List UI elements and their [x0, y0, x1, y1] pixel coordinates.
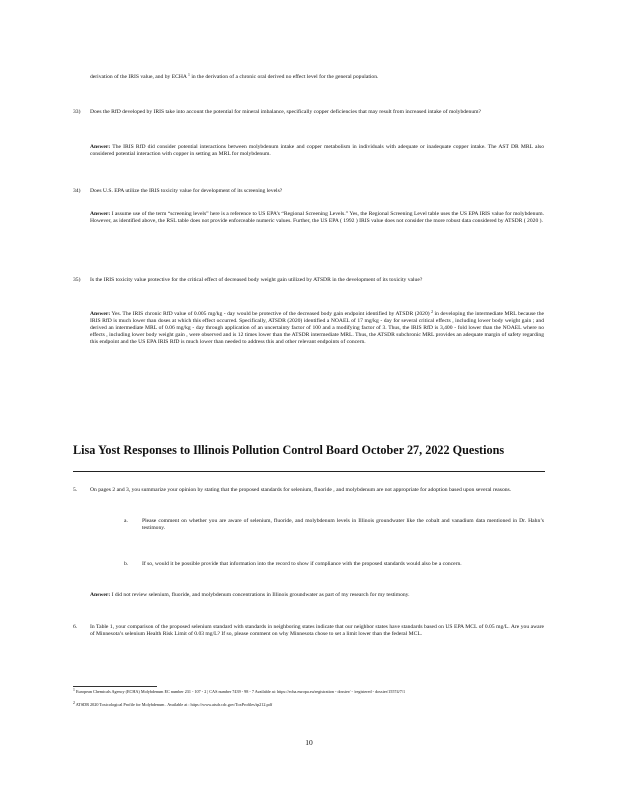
answer-label: Answer: [90, 211, 111, 217]
page-number: 10 [305, 738, 313, 747]
section-heading: Lisa Yost Responses to Illinois Pollution Control Board October 27, 2022 Questions [73, 443, 505, 457]
question-35-number: 35) [73, 277, 81, 283]
footnote-1: $^1$ European Chemicals Agency (ECHA) Molybdenum EC number 231 - 107 - 2 | CAS number 7439 - 98 - 7 Available at: https://echa.europa.eu/registration - dossier/ - /registered - dossier/15574/7/1 [73, 688, 406, 694]
answer-label: Answer: [90, 311, 111, 317]
question-34-number: 34) [73, 188, 81, 194]
question-5a-text: Please comment on whether you are aware of selenium, fluoride, and molybdenum levels in Illinois groundwater like the cobalt and vanadium data mentioned in Dr. Hahn’s testimony. [142, 518, 544, 531]
heading-underline [73, 471, 545, 472]
question-5-number: 5. [73, 487, 78, 493]
question-6-number: 6. [73, 624, 78, 630]
answer-label: Answer: [90, 144, 111, 150]
question-5b-label: b. [124, 561, 129, 567]
answer-34: Answer: I assume use of the term “screening levels” here is a reference to US EPA’s “Regional Screening Levels.” Yes, the Regional Screening Level table uses the US EPA IRIS value for molybdenum. However, as identified above, the RSL table does not provide enforceable numeric values. Further, the US EPA ( 1992 ) IRIS value does not consider the more robust data considered by ATSDR ( 2020 ). [90, 211, 544, 224]
answer-5: Answer: I did not review selenium, fluoride, and molybdenum concentrations in Illinois groundwater as part of my research for my testimony. [90, 592, 410, 598]
answer-33: Answer: The IRIS RfD did consider potential interactions between molybdenum intake and copper metabolism in individuals with adequate or inadequate copper intake. The AST DR MRL also considered potential interaction with copper in setting an MRL for molybdenum. [90, 144, 544, 157]
footnote-ref-2: 2 [431, 310, 434, 314]
question-33-number: 33) [73, 109, 81, 115]
footnote-2: $^2$ ATSDR 2020 Toxicological Profile for Molybdenum . Available at : https://www.atsdr.cdc.gov/ToxProfiles/tp212.pdf [73, 701, 273, 707]
question-6-text: In Table 1, your comparison of the proposed selenium standard with standards in neighboring states indicate that our neighbor states have standards based on US EPA MCL of 0.05 mg/L. Are you aware of Minnesota’s selenium Health Risk Limit of 0.03 mg/L? If so, please comment on why Minnesota chose to set a limit lower than the federal MCL. [90, 624, 544, 637]
question-35-text: Is the IRIS toxicity value protective for the critical effect of decreased body weight gain utilized by ATSDR in the development of its toxicity value? [90, 277, 423, 283]
question-5-text: On pages 2 and 3, you summarize your opinion by stating that the proposed standards for selenium, fluoride , and molybdenum are not appropriate for adoption based upon several reasons. [90, 487, 512, 493]
answer-35: Answer: Yes. The IRIS chronic RfD value of 0.005 mg/kg - day would be protective of the decreased body gain endpoint identified by ATSDR (2020) $^2$ in developing the intermediate MRL because the IRIS RfD is much lower than doses at which this effect occurred. Specifically, ATSDR (2020) identified a NOAEL of 17 mg/kg - day for several critical effects , including lower body weight gain ; and derived an intermediate MRL of 0.06 mg/kg - day through application of an uncertainty factor of 100 and a modifying factor of 3. Thus, the IRIS RfD is 3,400 - fold lower than the NOAEL where no effects , including lower body weight gain , were observed and is 12 times lower than the ATSDR intermediate MRL. Thus, the ATSDR subchronic MRL provides an adequate margin of safety regarding this endpoint and the US EPA IRIS RfD is much lower than needed to address this and other relevant endpoints of concern. [90, 310, 544, 345]
footnote-ref-1: 1 [188, 73, 190, 77]
continuation-paragraph: derivation of the IRIS value, and by ECHA $^1$ in the derivation of a chronic oral derived no effect level for the general population. [90, 73, 379, 80]
question-5a-label: a. [124, 518, 128, 524]
question-33-text: Does the RfD developed by IRIS take into account the potential for mineral imbalance, specifically copper deficiencies that may result from increased intake of molybdenum? [90, 109, 481, 115]
question-34-text: Does U.S. EPA utilize the IRIS toxicity value for development of its screening levels? [90, 188, 283, 194]
footnote-separator [73, 686, 157, 687]
question-5b-text: If so, would it be possible provide that information into the record to show if compliance with the proposed standards would also be a concern. [142, 561, 462, 567]
answer-label: Answer: [90, 592, 111, 598]
